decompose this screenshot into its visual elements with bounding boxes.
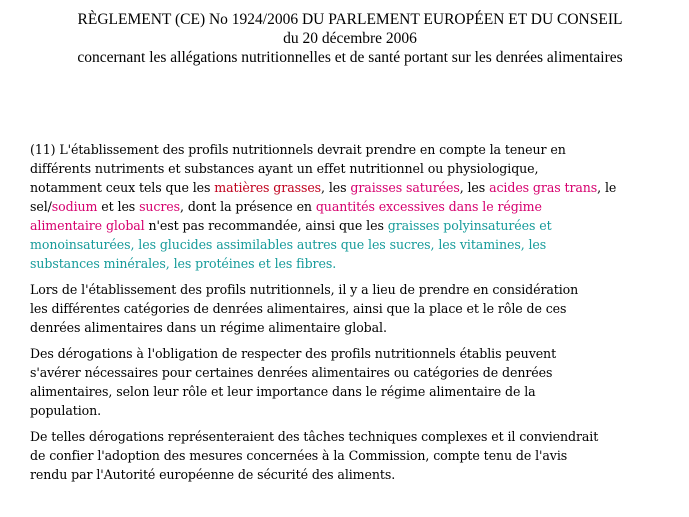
regulation-subject: concernant les allégations nutritionnelles et de santé portant sur les denrées alimentaires (77, 49, 623, 66)
highlight-quantites-excessives: quantités excessives dans le régime (315, 199, 542, 214)
text-line: de confier l'adoption des mesures concernées à la Commission, compte tenu de l'avis (30, 448, 568, 463)
highlight-alimentaire-global: alimentaire global (30, 218, 145, 233)
highlight-graisses-saturees: graisses saturées (350, 180, 460, 195)
document-body (30, 140, 675, 491)
regulation-header (10, 10, 689, 67)
text-line (30, 178, 675, 197)
text-line: denrées alimentaires dans un régime alimentaire global. (30, 320, 387, 335)
text-segment: , le (597, 180, 617, 195)
highlight-substances-line: substances minérales, les protéines et les fibres. (30, 256, 337, 271)
text-line: Lors de l'établissement des profils nutritionnels, il y a lieu de prendre en considération (30, 282, 579, 297)
text-line: alimentaires, selon leur rôle et leur importance dans le régime alimentaire de la (30, 384, 536, 399)
paragraph-derogations (30, 344, 675, 420)
text-line: les différentes catégories de denrées alimentaires, ainsi que la place et le rôle de ces (30, 301, 567, 316)
paragraph-commission (30, 427, 675, 484)
text-line (30, 197, 675, 216)
paragraph-11 (30, 140, 675, 273)
highlight-graisses-polyinsaturees: graisses polyinsaturées et (387, 218, 552, 233)
regulation-date: du 20 décembre 2006 (283, 30, 417, 47)
text-line: rendu par l'Autorité européenne de sécurité des aliments. (30, 467, 396, 482)
highlight-sucres: sucres (139, 199, 181, 214)
text-line (30, 216, 675, 235)
text-segment: , dont la présence en (180, 199, 316, 214)
text-segment: sel/ (30, 199, 52, 214)
text-line: différents nutriments et substances ayant un effet nutritionnel ou physiologique, (30, 161, 539, 176)
text-segment: notamment ceux tels que les (30, 180, 215, 195)
regulation-title: RÈGLEMENT (CE) No 1924/2006 DU PARLEMENT EUROPÉEN ET DU CONSEIL (77, 11, 623, 28)
text-line: (11) L'établissement des profils nutritionnels devrait prendre en compte la teneur en (30, 142, 566, 157)
highlight-monoinsaturees-line: monoinsaturées, les glucides assimilables autres que les sucres, les vitamines, les (30, 237, 547, 252)
text-segment: et les (97, 199, 140, 214)
text-line: De telles dérogations représenteraient des tâches techniques complexes et il conviendrait (30, 429, 599, 444)
text-segment: , les (459, 180, 490, 195)
highlight-acides-gras-trans: acides gras trans (489, 180, 598, 195)
text-line: population. (30, 403, 102, 418)
text-segment: , les (321, 180, 351, 195)
text-segment: n'est pas recommandée, ainsi que les (144, 218, 388, 233)
paragraph-profils (30, 280, 675, 337)
text-line: s'avérer nécessaires pour certaines denrées alimentaires ou catégories de denrées (30, 365, 553, 380)
highlight-sodium: sodium (51, 199, 98, 214)
highlight-matieres-grasses: matières grasses (214, 180, 322, 195)
text-line: Des dérogations à l'obligation de respecter des profils nutritionnels établis peuvent (30, 346, 557, 361)
